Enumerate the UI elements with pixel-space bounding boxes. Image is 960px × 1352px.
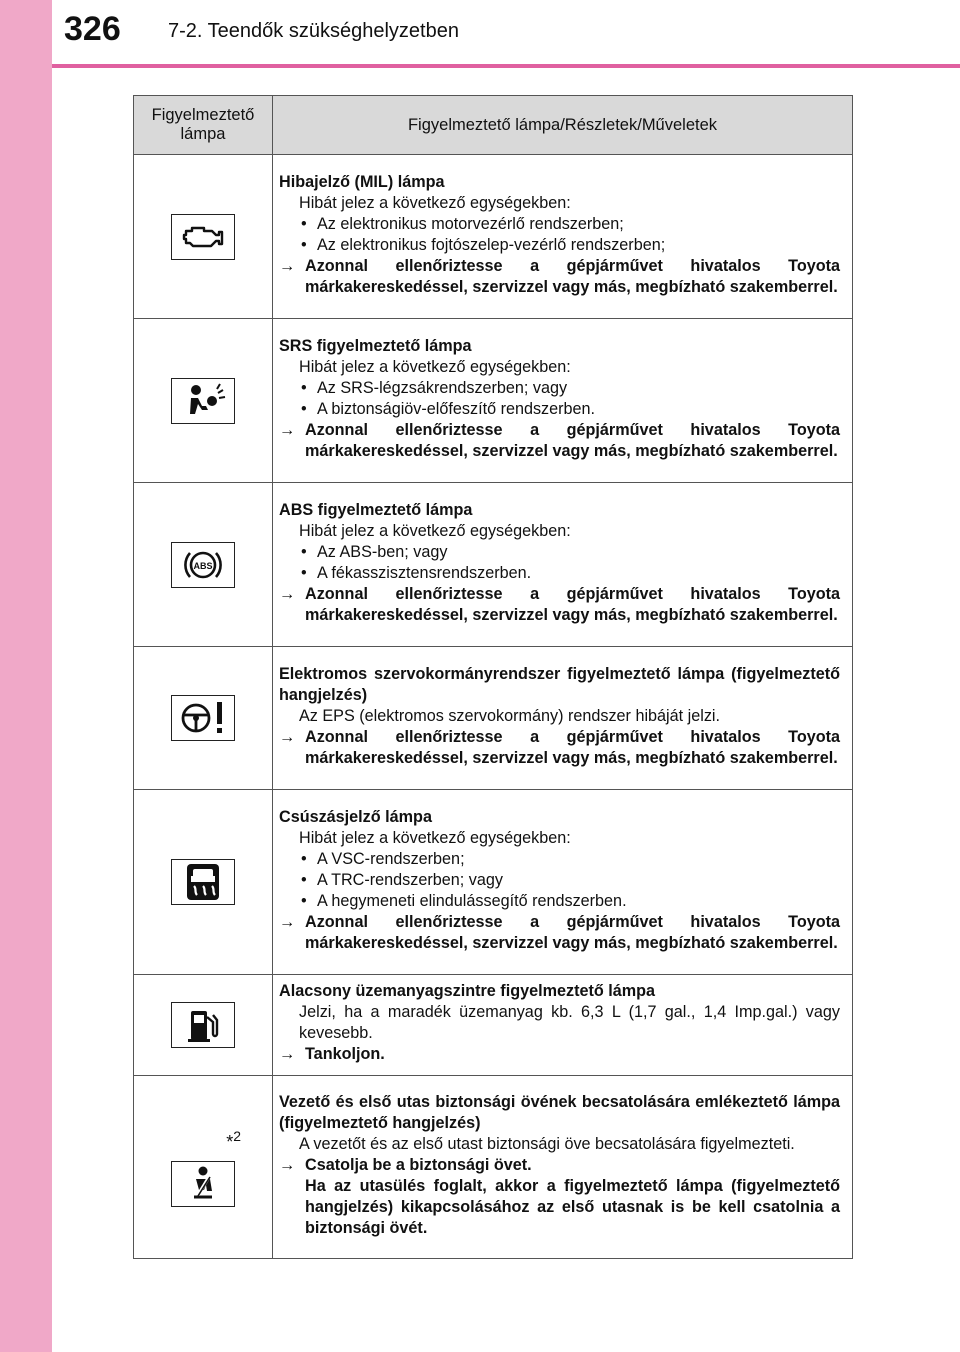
row-action: → Azonnal ellenőriztesse a gépjárművet hivatalos Toyota márkakereskedéssel, szervizzel vagy más, megbízható szakemberrel.: [279, 584, 840, 624]
steering-warning-icon: [171, 695, 235, 741]
row-title: Hibajelző (MIL) lámpa: [279, 172, 445, 191]
seatbelt-icon: [171, 1161, 235, 1207]
row-title: Vezető és első utas biztonsági övének becsatolására emlékeztető lámpa (figyelmeztető hangjelzés): [279, 1092, 840, 1132]
row-action-extra: Ha az utasülés foglalt, akkor a figyelmeztető lámpa (figyelmeztető hangjelzés) kikapcsolásához az első utasnak is be kell csatolnia a biztonsági övét.: [305, 1176, 840, 1237]
table-header-row: [134, 96, 853, 155]
row-intro: Hibát jelez a következő egységekben:: [299, 357, 571, 376]
arrow-icon: →: [279, 420, 296, 439]
side-margin-bar: [0, 0, 52, 1352]
arrow-icon: →: [279, 1155, 296, 1174]
row-title: SRS figyelmeztető lámpa: [279, 336, 472, 355]
warning-lamp-table: [133, 95, 853, 1259]
table-row: [134, 790, 853, 975]
table-row: [134, 483, 853, 647]
arrow-icon: →: [279, 912, 296, 931]
table-row: [134, 319, 853, 483]
row-action: → Azonnal ellenőriztesse a gépjárművet hivatalos Toyota márkakereskedéssel, szervizzel vagy más, megbízható szakemberrel.: [279, 420, 840, 460]
row-action: → Azonnal ellenőriztesse a gépjárművet hivatalos Toyota márkakereskedéssel, szervizzel vagy más, megbízható szakemberrel.: [279, 727, 840, 767]
abs-icon-label: ABS: [193, 560, 213, 571]
row-action: → Azonnal ellenőriztesse a gépjárművet hivatalos Toyota márkakereskedéssel, szervizzel vagy más, megbízható szakemberrel.: [279, 912, 840, 952]
row-action: → Csatolja be a biztonsági övet.: [279, 1155, 532, 1174]
header-rule: [52, 64, 960, 68]
row-title: Elektromos szervokormányrendszer figyelmeztető lámpa (figyelmeztető hangjelzés): [279, 664, 840, 704]
bullet-item: • A fékasszisztensrendszerben.: [299, 563, 840, 584]
arrow-icon: →: [279, 1045, 296, 1063]
abs-icon: [171, 542, 235, 588]
footnote-marker: *$^2$: [226, 1127, 241, 1152]
bullet-item: • A VSC-rendszerben;: [299, 849, 840, 870]
row-title: ABS figyelmeztető lámpa: [279, 500, 473, 519]
row-title: Csúszásjelző lámpa: [279, 807, 432, 826]
row-action: → Azonnal ellenőriztesse a gépjárművet hivatalos Toyota márkakereskedéssel, szervizzel vagy más, megbízható szakemberrel.: [279, 256, 840, 296]
bullet-item: • Az SRS-légzsákrendszerben; vagy: [299, 378, 840, 399]
bullet-item: • A hegymeneti elindulássegítő rendszerben.: [299, 891, 840, 912]
arrow-icon: →: [279, 256, 296, 275]
chapter-title: 7-2. Teendők szükséghelyzetben: [168, 20, 459, 42]
row-intro: Hibát jelez a következő egységekben:: [299, 521, 571, 540]
row-title: Alacsony üzemanyagszintre figyelmeztető lámpa: [279, 982, 656, 1000]
table-row: [134, 1076, 853, 1259]
arrow-icon: →: [279, 727, 296, 746]
row-action: → Tankoljon.: [279, 1045, 385, 1063]
skid-icon: [171, 859, 235, 905]
arrow-icon: →: [279, 584, 296, 603]
col-header-lamp: Figyelmeztető lámpa: [134, 96, 273, 155]
airbag-icon: [171, 378, 235, 424]
row-intro: Jelzi, ha a maradék üzemanyag kb. 6,3 L (1,7 gal., 1,4 Imp.gal.) vagy kevesebb.: [299, 1003, 840, 1042]
table-row: [134, 975, 853, 1076]
page-number: 326: [64, 10, 121, 48]
col-header-details: Figyelmeztető lámpa/Részletek/Műveletek: [273, 96, 853, 155]
table-row: [134, 647, 853, 790]
row-intro: Hibát jelez a következő egységekben:: [299, 828, 571, 847]
engine-check-icon: [171, 214, 235, 260]
row-intro: Az EPS (elektromos szervokormány) rendszer hibáját jelzi.: [299, 706, 721, 725]
bullet-item: • Az elektronikus motorvezérlő rendszerben;: [299, 214, 840, 235]
row-intro: Hibát jelez a következő egységekben:: [299, 193, 571, 212]
bullet-item: • A TRC-rendszerben; vagy: [299, 870, 840, 891]
row-intro: A vezetőt és az első utast biztonsági öve becsatolására figyelmezteti.: [299, 1134, 795, 1153]
bullet-item: • Az elektronikus fojtószelep-vezérlő rendszerben;: [299, 235, 840, 256]
table-row: [134, 155, 853, 319]
bullet-item: • A biztonságiöv-előfeszítő rendszerben.: [299, 399, 840, 420]
fuel-pump-icon: [171, 1002, 235, 1048]
bullet-item: • Az ABS-ben; vagy: [299, 542, 840, 563]
